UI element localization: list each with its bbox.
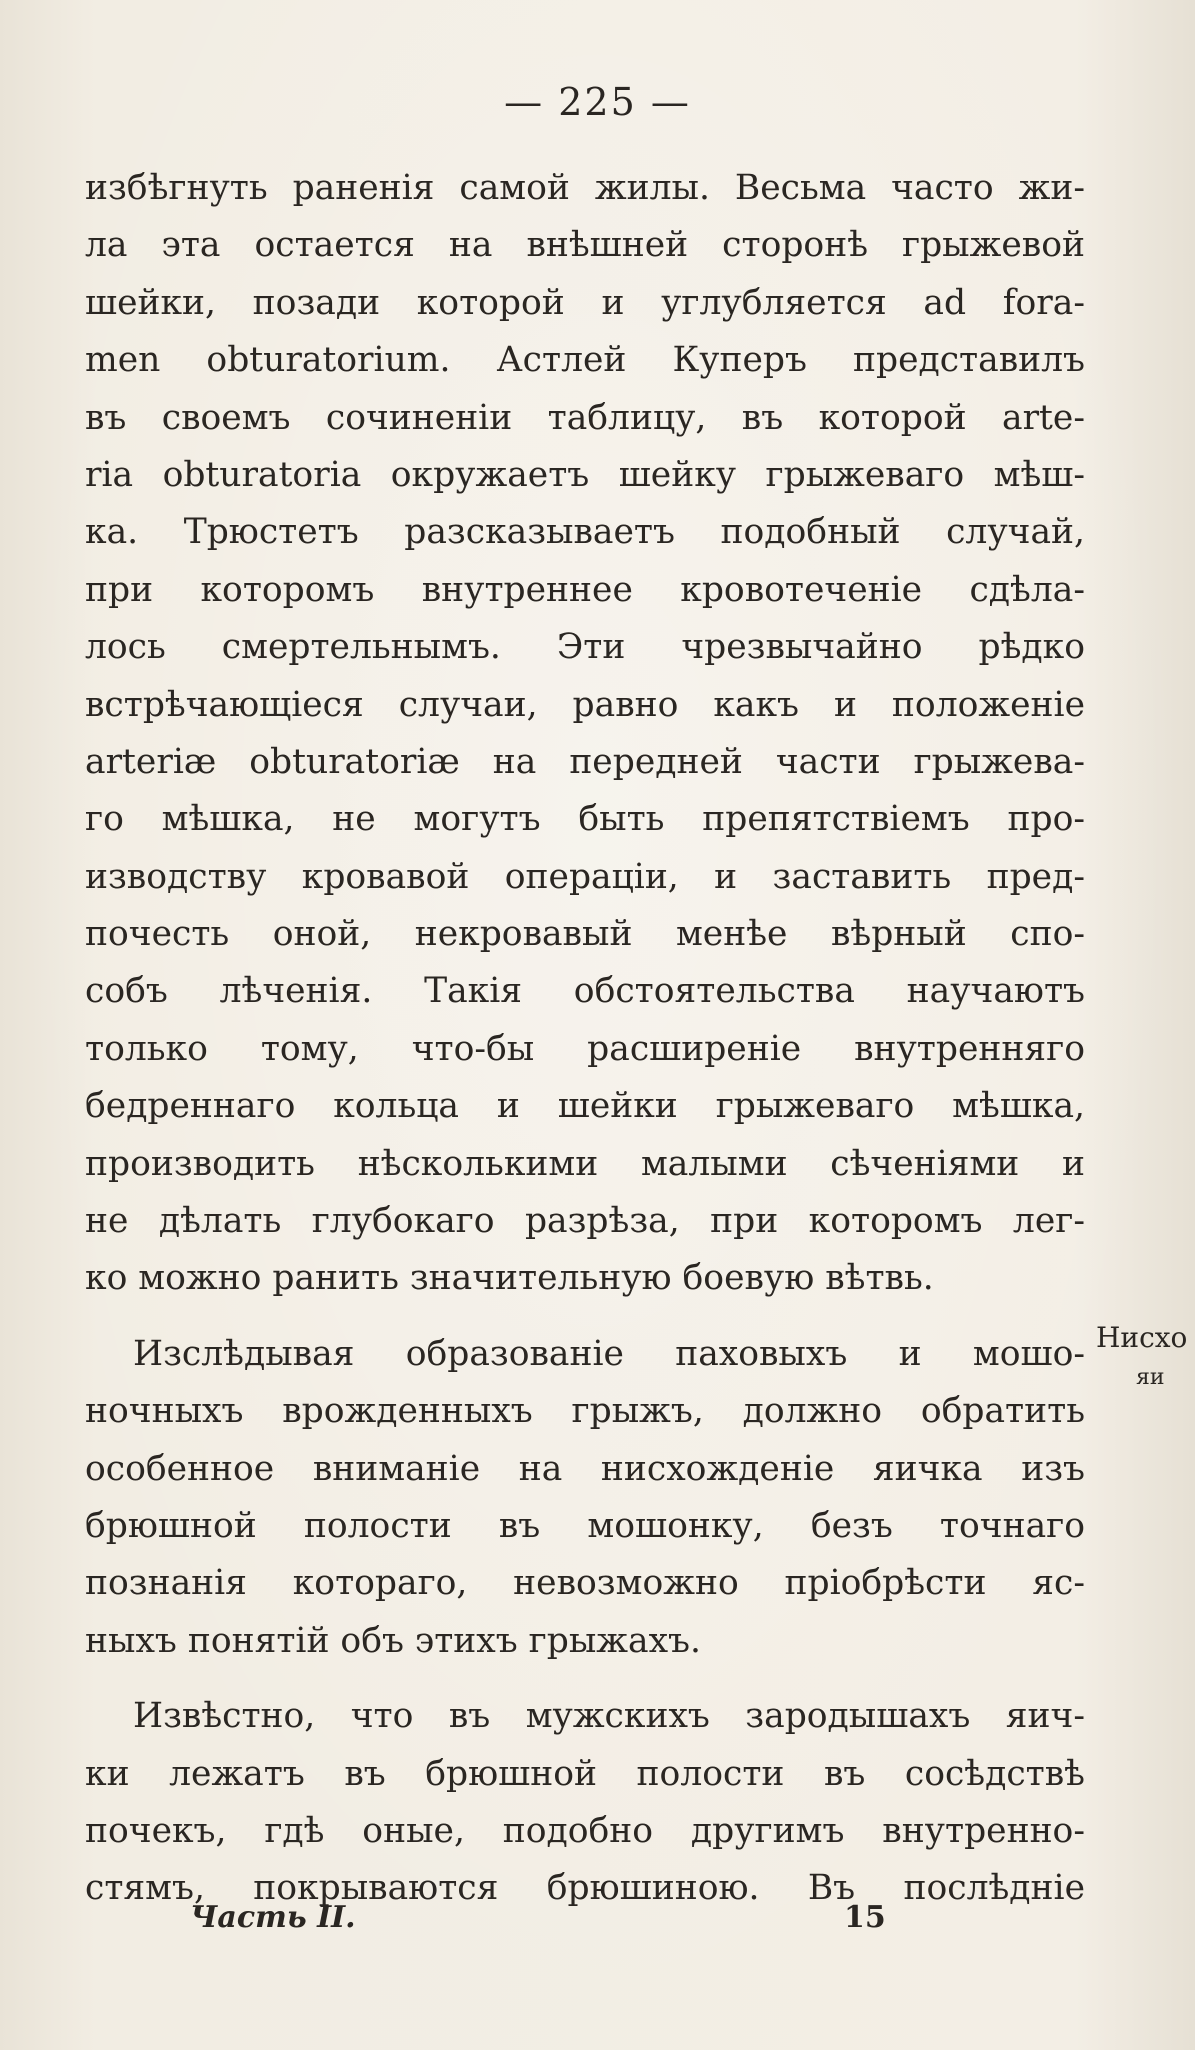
text-line: брюшной полости въ мошонку, безъ точнаго	[85, 1505, 1085, 1546]
text-line: въ своемъ сочиненіи таблицу, въ которой arte-	[85, 397, 1085, 438]
text-line: не дѣлать глубокаго разрѣза, при которомъ лег-	[85, 1201, 1085, 1242]
text-line: бедреннаго кольца и шейки грыжеваго мѣшка,	[85, 1086, 1085, 1127]
margin-note-line: Нисхо	[1096, 1321, 1188, 1354]
text-line: men obturatorium. Астлей Куперъ представилъ	[85, 340, 1085, 381]
text-line: особенное вниманіе на нисхожденіе яичка изъ	[85, 1448, 1085, 1489]
text-line: лось смертельнымъ. Эти чрезвычайно рѣдко	[85, 627, 1085, 668]
paragraph-gap	[85, 1670, 1085, 1688]
paragraph-gap	[85, 1308, 1085, 1326]
text-line: изводству кровавой операціи, и заставить пред-	[85, 856, 1085, 897]
text-line: шейки, позади которой и углубляется ad fora-	[85, 282, 1085, 323]
body-text	[85, 160, 1085, 1918]
text-line: ночныхъ врожденныхъ грыжъ, должно обратить	[85, 1391, 1085, 1432]
text-line: стямъ, покрываются брюшиною. Въ послѣдніе	[85, 1868, 1085, 1909]
text-line: Изслѣдывая образованіе паховыхъ и мошо-	[133, 1333, 1085, 1374]
text-line: ка. Трюстетъ разсказываетъ подобный случай,	[85, 512, 1085, 553]
margin-note	[1096, 1318, 1187, 1398]
text-line: Извѣстно, что въ мужскихъ зародышахъ яич-	[133, 1696, 1085, 1737]
text-line: го мѣшка, не могутъ быть препятствіемъ про-	[85, 799, 1085, 840]
text-line: ки лежатъ въ брюшной полости въ сосѣдствѣ	[85, 1753, 1085, 1794]
text-line: только тому, что-бы расширеніе внутренняго	[85, 1028, 1085, 1069]
text-line: почекъ, гдѣ оные, подобно другимъ внутренно-	[85, 1810, 1085, 1851]
signature-mark: Часть II.	[190, 1900, 356, 1935]
page-number: — 225 —	[504, 80, 691, 124]
text-line: ко можно ранить значительную боевую вѣтвь.	[85, 1258, 934, 1299]
text-line: arteriæ obturatoriæ на передней части грыжева-	[85, 741, 1085, 782]
text-line: встрѣчающіеся случаи, равно какъ и положеніе	[85, 684, 1085, 725]
text-line: избѣгнуть раненія самой жилы. Весьма часто жи-	[85, 168, 1085, 208]
margin-note-line: яи	[1136, 1365, 1165, 1390]
text-line: производить нѣсколькими малыми сѣченіями и	[85, 1143, 1085, 1184]
text-line: собъ лѣченія. Такія обстоятельства научаютъ	[85, 971, 1085, 1012]
text-line: ria obturatoria окружаетъ шейку грыжеваго мѣш-	[85, 454, 1085, 495]
sheet-number: 15	[844, 1900, 886, 1935]
text-line: познанія котораго, невозможно пріобрѣсти яс-	[85, 1563, 1085, 1604]
text-line: ныхъ понятій объ этихъ грыжахъ.	[85, 1620, 701, 1661]
text-line: почесть оной, некровавый менѣе вѣрный спо-	[85, 914, 1085, 955]
text-line: при которомъ внутреннее кровотеченіе сдѣла-	[85, 569, 1085, 610]
text-line: ла эта остается на внѣшней сторонѣ грыжевой	[85, 225, 1085, 266]
